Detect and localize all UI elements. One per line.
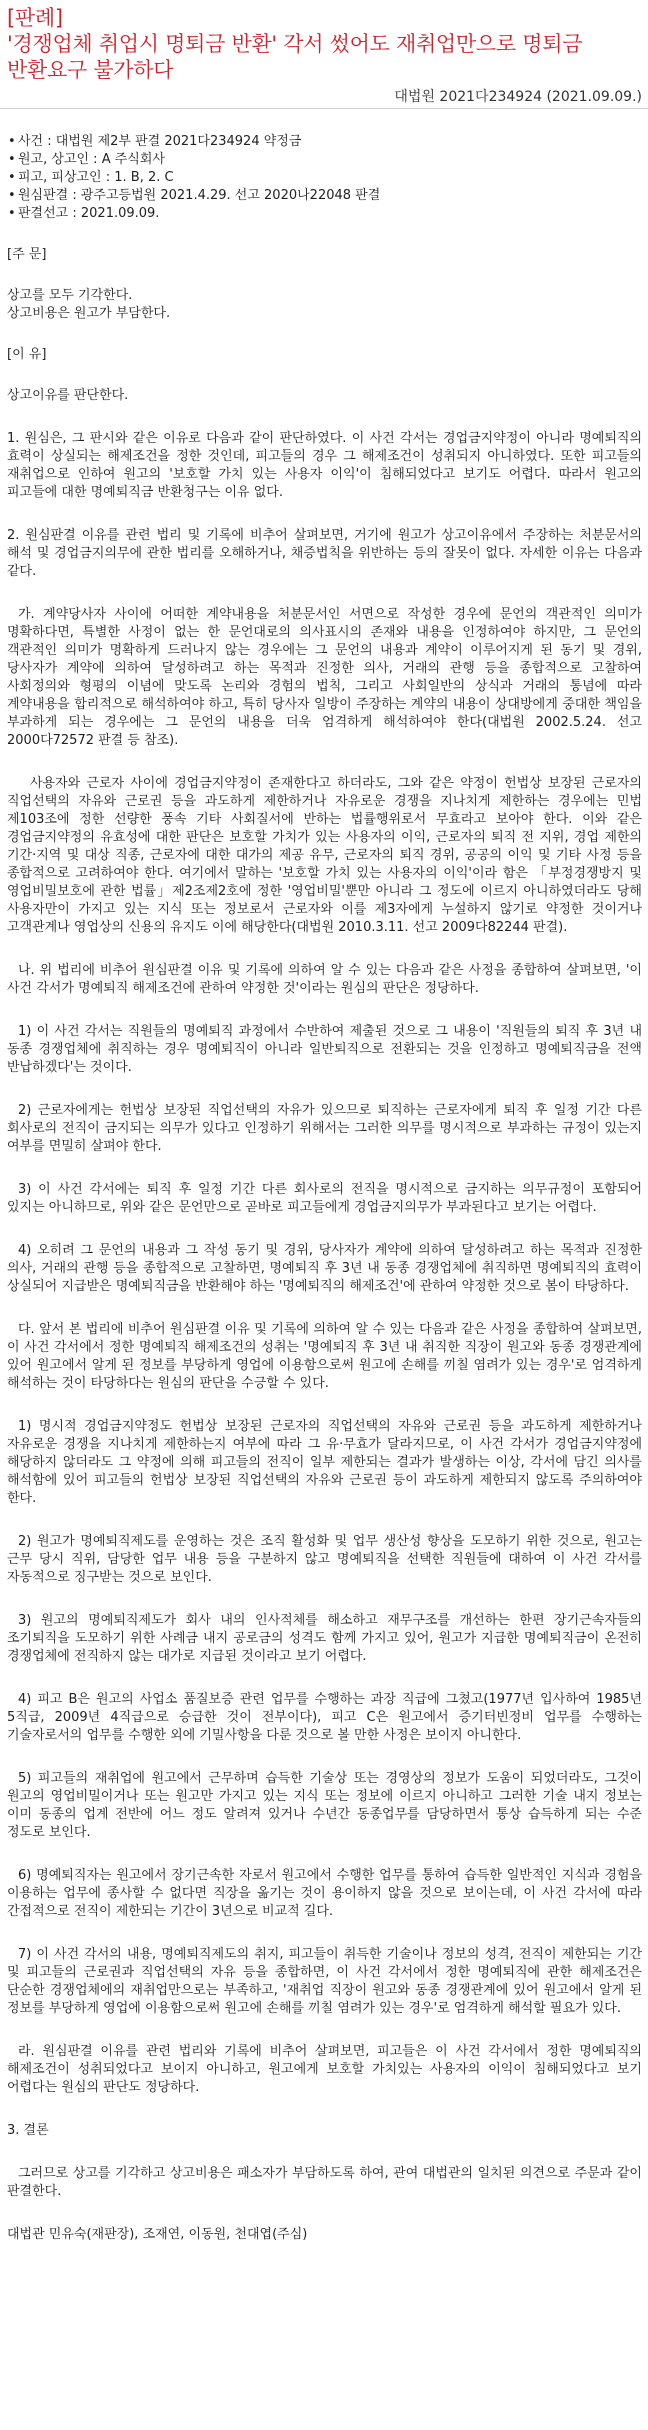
order-heading: [주 문] xyxy=(7,247,47,262)
order-line: 상고를 모두 기각한다. xyxy=(7,288,133,303)
subsection-na-item: 3) 이 사건 각서에는 퇴직 후 일정 기간 다른 회사로의 전직을 명시적으로 금지하는 의무규정이 포함되어 있지는 아니하므로, 위와 같은 문언만으로 곧바로 피고들에게 경업금지의무가 부과된다고 보기는 어렵다. xyxy=(7,1182,642,1215)
subsection-da-item: 1) 명시적 경업금지약정도 헌법상 보장된 근로자의 직업선택의 자유와 근로권 등을 과도하게 제한하거나 자유로운 경쟁을 지나치게 제한하는지 여부에 따라 그 유·무효가 달라지므로, 이 사건 각서가 경업금지약정에 해당하지 않더라도 그 약정에 의해 피고들의 전직이 일부 제한되는 결과가 발생하는 이상, 각서에 담긴 의사를 해석함에 있어 피고들의 헌법상 보장된 직업선택의 자유와 근로권 등이 과도하게 제한되지 않도록 주의하여야 한다. xyxy=(7,1419,642,1506)
article-header xyxy=(7,5,642,106)
subsection-na: 나. 위 법리에 비추어 원심판결 이유 및 기록에 의하여 알 수 있는 다음과 같은 사정을 종합하여 살펴보면, '이 사건 각서가 명예퇴직 해제조건에 관하여 약정한 것'이라는 원심의 판단은 정당하다. xyxy=(7,963,642,996)
article-title-text: '경쟁업체 취업시 명퇴금 반환' 각서 썼어도 재취업만으로 명퇴금 반환요구 불가하다 xyxy=(7,32,583,82)
case-info-item: • 판결선고 : 2021.09.09. xyxy=(7,205,642,223)
conclusion-text: 그러므로 상고를 기각하고 상고비용은 패소자가 부담하도록 하여, 관여 대법관의 일치된 의견으로 주문과 같이 판결한다. xyxy=(7,2166,642,2199)
subsection-da-item: 3) 원고의 명예퇴직제도가 회사 내의 인사적체를 해소하고 재무구조를 개선하는 한편 장기근속자들의 조기퇴직을 도모하기 위한 사례금 내지 공로금의 성격도 함께 가지고 있어, 원고가 지급한 명예퇴직금이 온전히 경쟁업체에 전직하지 않는 대가로 지급된 것이라고 보기 어렵다. xyxy=(7,1613,642,1664)
subsection-da-item: 7) 이 사건 각서의 내용, 명예퇴직제도의 취지, 피고들이 취득한 기술이나 정보의 성격, 전직이 제한되는 기간 및 피고들의 근로권과 직업선택의 자유 등을 종합하면, 이 사건 각서에서 정한 명예퇴직에 관한 해제조건은 단순한 경쟁업체에의 재취업만으로는 부족하고, '재취업 직장이 원고와 동종 경쟁관계에 있어 원고에서 알게 된 정보를 부당하게 영업에 이용함으로써 원고에 손해를 끼칠 염려가 있는 경우'로 엄격하게 해석할 필요가 있다. xyxy=(7,1947,642,2016)
case-info-list xyxy=(7,133,642,223)
subsection-ga: 가. 계약당사자 사이에 어떠한 계약내용을 처분문서인 서면으로 작성한 경우에 문언의 객관적인 의미가 명확하다면, 특별한 사정이 없는 한 문언대로의 의사표시의 존재와 내용을 인정하여야 하지만, 그 문언의 객관적인 의미가 명확하게 드러나지 않는 경우에는 그 문언의 내용과 계약이 이루어지게 된 동기 및 경위, 당사자가 계약에 의하여 달성하려고 하는 목적과 진정한 의사, 거래의 관행 등을 종합적으로 고찰하여 사회정의와 형평의 이념에 맞도록 논리와 경험의 법칙, 그리고 사회일반의 상식과 거래의 통념에 따라 계약내용을 합리적으로 해석하여야 하고, 특히 당사자 일방이 주장하는 계약의 내용이 상대방에게 중대한 책임을 부과하게 되는 경우에는 그 문언의 내용을 더욱 엄격하게 해석하여야 한다(대법원 2002.5.24. 선고 2000다72572 판결 등 참조). xyxy=(7,607,642,748)
case-reference: 대법원 2021다234924 (2021.09.09.) xyxy=(394,89,642,105)
case-info-item: • 피고, 피상고인 : 1. B, 2. C xyxy=(7,169,642,187)
reasons-paragraph-1: 1. 원심은, 그 판시와 같은 이유로 다음과 같이 판단하였다. 이 사건 각서는 경업금지약정이 아니라 명예퇴직의 효력이 상실되는 해제조건을 정한 것인데, 피고들의 경우 그 해제조건이 성취되지 아니하였다. 또한 피고들의 재취업으로 인하여 원고의 '보호할 가치 있는 사용자 이익'이 침해되었다고 보기도 어렵다. 따라서 원고의 피고들에 대한 명예퇴직금 반환청구는 이유 없다. xyxy=(7,431,642,500)
judges-line: 대법관 민유숙(재판장), 조재연, 이동원, 천대엽(주심) xyxy=(7,2227,308,2242)
subsection-ra: 라. 원심판결 이유를 관련 법리와 기록에 비추어 살펴보면, 피고들은 이 사건 각서에서 정한 명예퇴직의 해제조건이 성취되었다고 보이지 아니하고, 원고에게 보호할 가치있는 사용자의 이익이 침해되었다고 보기 어렵다는 원심의 판단도 정당하다. xyxy=(7,2044,642,2095)
case-info-item: • 원고, 상고인 : A 주식회사 xyxy=(7,151,642,169)
subsection-da: 다. 앞서 본 법리에 비추어 원심판결 이유 및 기록에 의하여 알 수 있는 다음과 같은 사정을 종합하여 살펴보면, 이 사건 각서에서 정한 명예퇴직 해제조건의 성취는 '명예퇴직 후 3년 내 취직한 직장이 원고와 동종 경쟁관계에 있어 원고에서 알게 된 정보를 부당하게 영업에 이용함으로써 원고에 손해를 끼칠 염려가 있는 경우'로 엄격하게 해석하는 것이 타당하다는 원심의 판단을 수긍할 수 있다. xyxy=(7,1322,642,1391)
reasons-intro: 상고이유를 판단한다. xyxy=(7,388,129,403)
subsection-ga-continued: 사용자와 근로자 사이에 경업금지약정이 존재한다고 하더라도, 그와 같은 약정이 헌법상 보장된 근로자의 직업선택의 자유와 근로권 등을 과도하게 제한하거나 자유로운 경쟁을 지나치게 제한하는 경우에는 민법 제103조에 정한 선량한 풍속 기타 사회질서에 반하는 법률행위로서 무효라고 보아야 한다. 이와 같은 경업금지약정의 유효성에 대한 판단은 보호할 가치가 있는 사용자의 이익, 근로자의 퇴직 전 지위, 경업 제한의 기간·지역 및 대상 직종, 근로자에 대한 대가의 제공 유무, 근로자의 퇴직 경위, 공공의 이익 및 기타 사정 등을 종합적으로 고려하여야 한다. 여기에서 말하는 '보호할 가치 있는 사용자의 이익'이라 함은 「부정경쟁방지 및 영업비밀보호에 관한 법률」제2조제2호에 정한 '영업비밀'뿐만 아니라 그 정도에 이르지 아니하였더라도 당해 사용자만이 가지고 있는 지식 또는 정보로서 근로자와 이를 제3자에게 누설하지 않기로 약정한 것이거나 고객관계나 영업상의 신용의 유지도 이에 해당한다(대법원 2010.3.11. 선고 2009다82244 판결). xyxy=(7,776,642,935)
reasons-heading: [이 유] xyxy=(7,347,47,362)
order-section xyxy=(7,287,642,323)
subsection-da-item: 5) 피고들의 재취업에 원고에서 근무하며 습득한 기술상 또는 경영상의 정보가 도움이 되었더라도, 그것이 원고의 영업비밀이거나 또는 원고만 가지고 있는 지식 또는 정보에 이르지 아니하고 그러한 기술 내지 정보는 이미 동종의 업계 전반에 어느 정도 알려져 있거나 수년간 동종업무를 담당하면서 통상 습득하게 되는 수준 정도로 보인다. xyxy=(7,1771,642,1840)
subsection-na-item: 1) 이 사건 각서는 직원들의 명예퇴직 과정에서 수반하여 제출된 것으로 그 내용이 '직원들의 퇴직 후 3년 내 동종 경쟁업체에 취직하는 경우 명예퇴직이 아니라 일반퇴직으로 전환되는 것을 인정하고 명예퇴직금을 전액 반납하겠다'는 것이다. xyxy=(7,1024,642,1075)
subsection-da-item: 2) 원고가 명예퇴직제도를 운영하는 것은 조직 활성화 및 업무 생산성 향상을 도모하기 위한 것으로, 원고는 근무 당시 직위, 담당한 업무 내용 등을 구분하지 않고 명예퇴직을 선택한 직원들에 대하여 이 사건 각서를 자동적으로 징구받는 것으로 보인다. xyxy=(7,1534,642,1585)
order-line: 상고비용은 원고가 부담한다. xyxy=(7,306,171,321)
case-info-item: • 원심판결 : 광주고등법원 2021.4.29. 선고 2020나22048 판결 xyxy=(7,187,642,205)
conclusion-heading: 3. 결론 xyxy=(7,2123,49,2138)
subsection-da-item: 4) 피고 B은 원고의 사업소 품질보증 관련 업무를 수행하는 과장 직급에 그쳤고(1977년 입사하여 1985년 5직급, 2009년 4직급으로 승급한 것이 전부이다), 피고 C은 원고에서 증기터빈정비 업무를 수행하는 기술자로서의 업무를 수행한 외에 기밀사항을 다룬 것으로 볼 만한 사정은 보이지 아니한다. xyxy=(7,1692,642,1743)
subsection-na-item: 4) 오히려 그 문언의 내용과 그 작성 동기 및 경위, 당사자가 계약에 의하여 달성하려고 하는 목적과 진정한 의사, 거래의 관행 등을 종합적으로 고찰하면, 명예퇴직 후 3년 내 동종 경쟁업체에 취직하면 명예퇴직의 효력이 상실되어 지급받은 명예퇴직금을 반환해야 하는 '명예퇴직의 해제조건'에 관하여 약정한 것으로 봄이 타당하다. xyxy=(7,1243,642,1294)
article-title xyxy=(7,5,642,83)
subsection-da-item: 6) 명예퇴직자는 원고에서 장기근속한 자로서 원고에서 수행한 업무를 통하여 습득한 일반적인 지식과 경험을 이용하는 업무에 종사할 수 없다면 직장을 옮기는 것이 용이하지 않을 것으로 보이는데, 이 사건 각서에 따라 간접적으로 전직이 제한되는 기간이 3년으로 비교적 길다. xyxy=(7,1868,642,1919)
case-info-item: • 사건 : 대법원 제2부 판결 2021다234924 약정금 xyxy=(7,133,642,151)
article-category-tag: [판례] xyxy=(7,6,63,30)
reasons-paragraph-2: 2. 원심판결 이유를 관련 법리 및 기록에 비추어 살펴보면, 거기에 원고가 상고이유에서 주장하는 처분문서의 해석 및 경업금지의무에 관한 법리를 오해하거나, 채증법칙을 위반하는 등의 잘못이 없다. 자세한 이유는 다음과 같다. xyxy=(7,528,642,579)
subsection-na-item: 2) 근로자에게는 헌법상 보장된 직업선택의 자유가 있으므로 퇴직하는 근로자에게 퇴직 후 일정 기간 다른 회사로의 전직이 금지되는 의무가 있다고 인정하기 위해서는 그러한 의무를 명시적으로 부과하는 규정이 있는지 여부를 면밀히 살펴야 한다. xyxy=(7,1103,642,1154)
header-divider xyxy=(0,108,648,109)
